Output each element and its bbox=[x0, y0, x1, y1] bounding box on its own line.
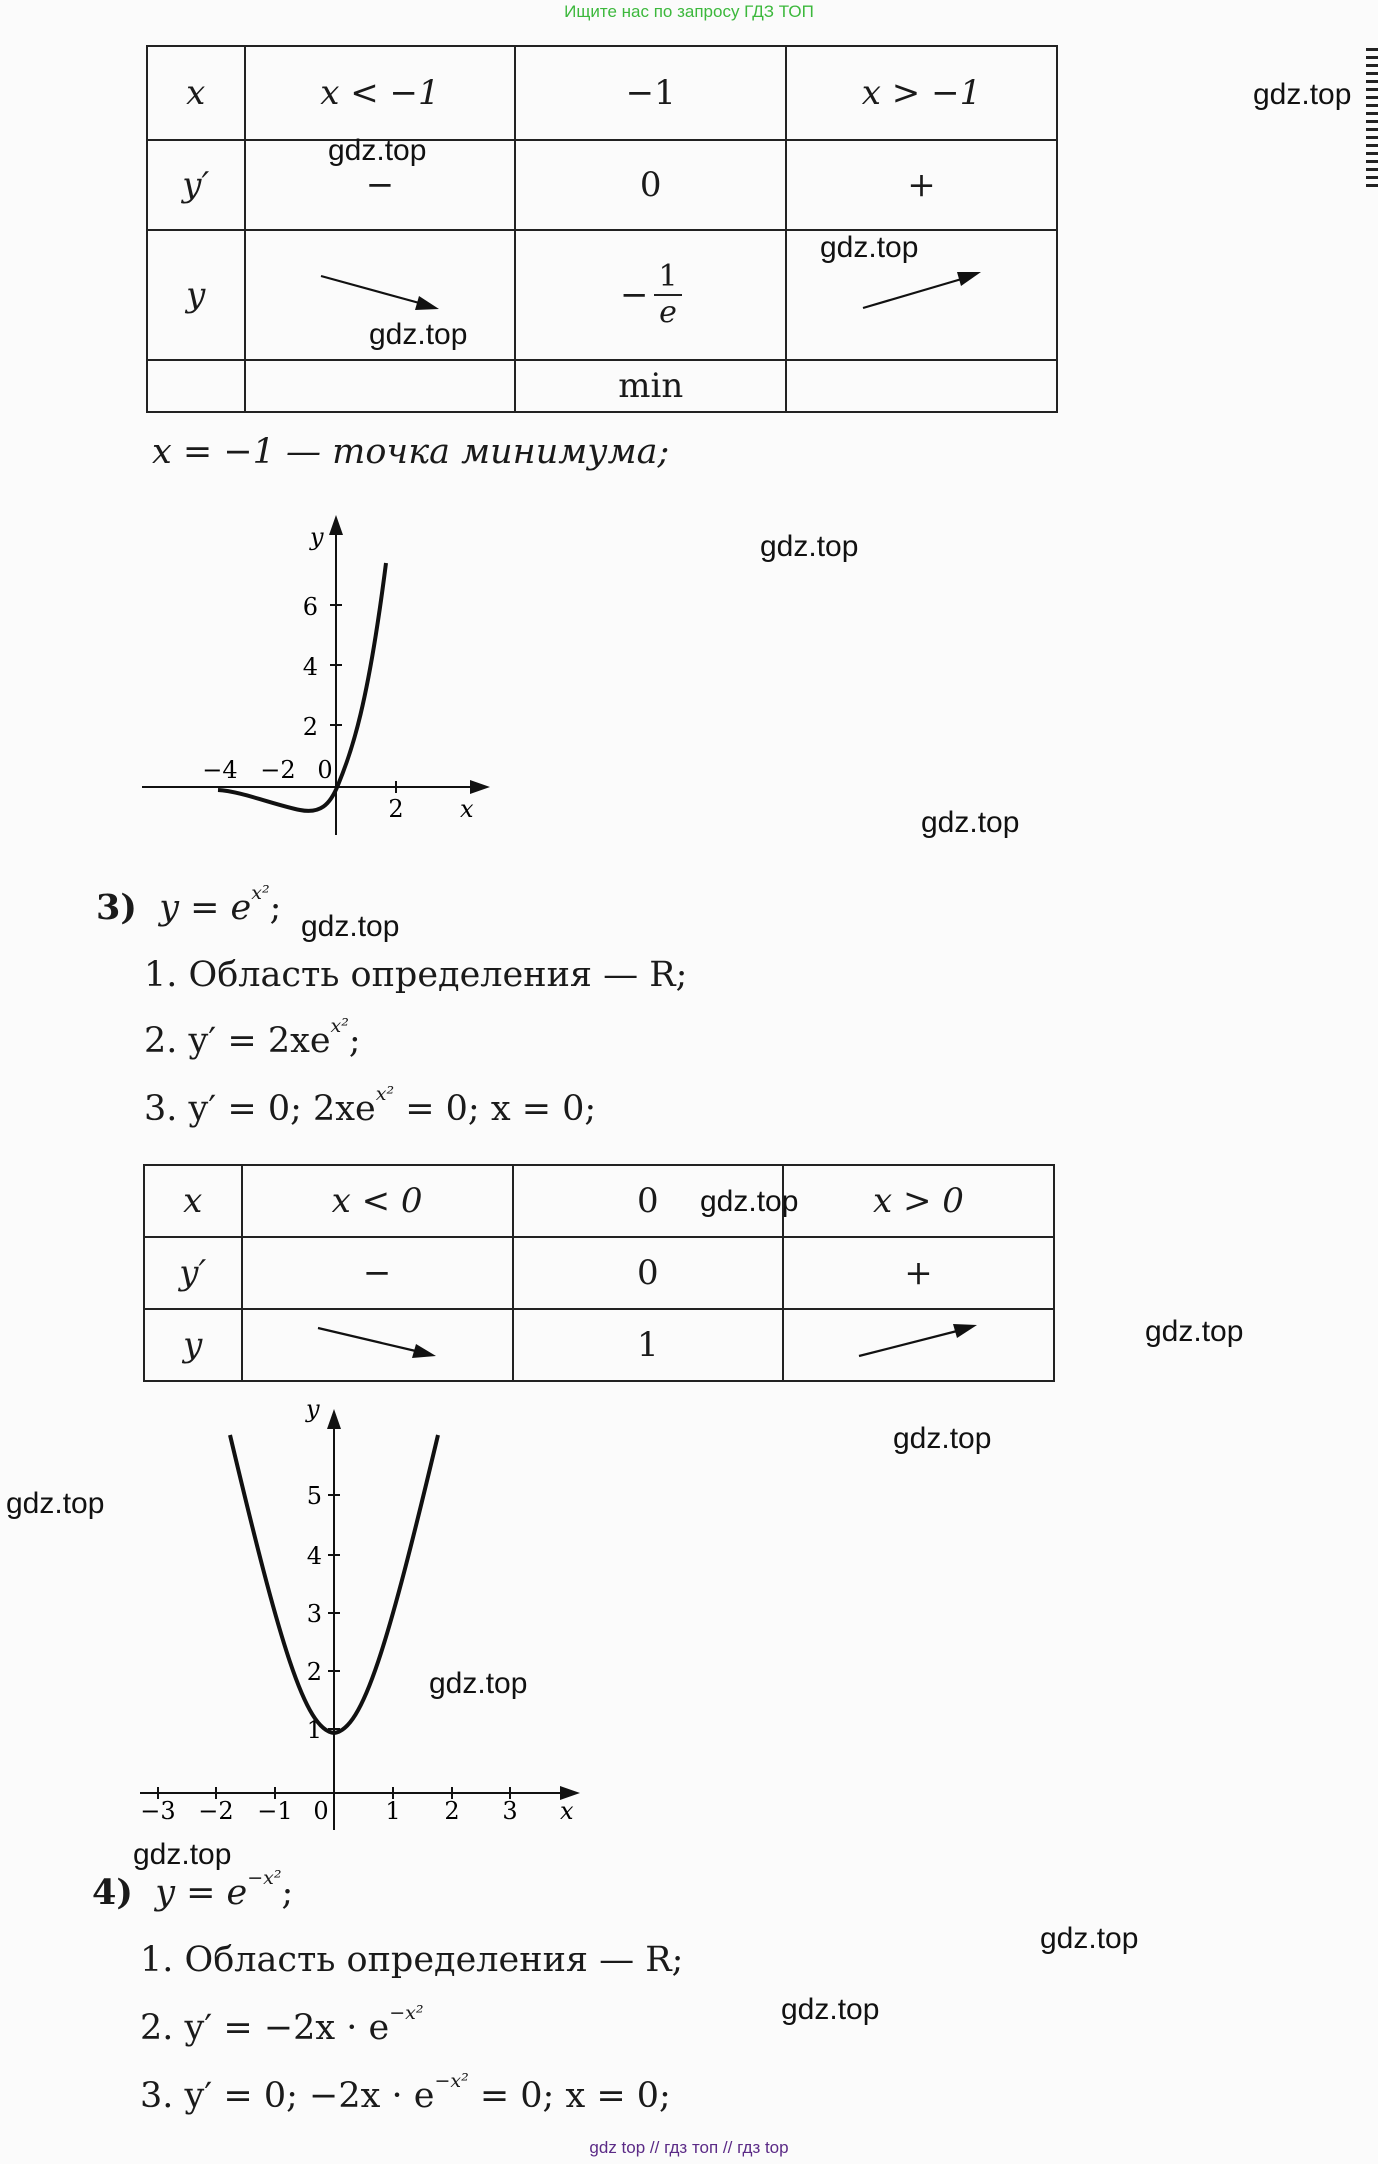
y-tick-label: 4 bbox=[306, 1542, 322, 1570]
watermark: gdz.top bbox=[1040, 1922, 1139, 1955]
exponent: −x² bbox=[434, 2070, 469, 2092]
step-text: = 0; x = 0; bbox=[468, 2076, 671, 2116]
part4-step3 bbox=[140, 2070, 671, 2116]
part3-heading bbox=[96, 882, 282, 928]
y-axis-label: y bbox=[306, 1395, 320, 1423]
table1-cell: − bbox=[245, 140, 516, 230]
watermark: gdz.top bbox=[6, 1487, 105, 1520]
x-axis-arrow-icon bbox=[470, 780, 490, 794]
y-tick-label: 5 bbox=[306, 1482, 322, 1510]
table2-cell: x > 0 bbox=[783, 1165, 1054, 1237]
table2-cell: − bbox=[242, 1237, 513, 1309]
y-axis-arrow-icon bbox=[327, 1409, 341, 1429]
x-tick-label: 0 bbox=[313, 1797, 329, 1825]
table1-cell: 0 bbox=[515, 140, 786, 230]
table2-cell: x bbox=[144, 1165, 242, 1237]
table1-cell: x < −1 bbox=[245, 46, 516, 140]
sign-table-2 bbox=[143, 1164, 1055, 1382]
x-tick-label: 1 bbox=[385, 1797, 401, 1825]
function-formula: y = e bbox=[159, 888, 252, 928]
fraction-numerator: 1 bbox=[654, 260, 681, 297]
punctuation: ; bbox=[269, 888, 282, 928]
part-number: 4) bbox=[92, 1872, 133, 1913]
x-tick-label: −1 bbox=[257, 1797, 293, 1825]
graph-x-exp-x bbox=[130, 505, 510, 845]
fraction-minus-one-over-e bbox=[654, 260, 681, 331]
watermark: gdz.top bbox=[921, 806, 1020, 839]
step-text: 2. y′ = −2x · e bbox=[140, 2008, 390, 2048]
table2-cell: y′ bbox=[144, 1237, 242, 1309]
exponent: x² bbox=[330, 1015, 349, 1037]
part3-step2 bbox=[144, 1015, 361, 1061]
table2-cell: 0 bbox=[513, 1165, 783, 1237]
table2-row-function bbox=[144, 1309, 1054, 1381]
y-tick-label: 6 bbox=[302, 593, 318, 621]
table2-cell: x < 0 bbox=[242, 1165, 513, 1237]
table1-row-extremum bbox=[147, 360, 1057, 412]
step-text: 2. y′ = 2xe bbox=[144, 1021, 331, 1061]
y-tick-label: 3 bbox=[306, 1600, 322, 1628]
watermark: gdz.top bbox=[1145, 1315, 1244, 1348]
y-tick-label: 2 bbox=[306, 1658, 322, 1686]
origin-label: 0 bbox=[317, 756, 333, 784]
table2-row-derivative bbox=[144, 1237, 1054, 1309]
x-axis-label: x bbox=[560, 1797, 574, 1825]
top-banner: Ищите нас по запросу ГДЗ ТОП bbox=[564, 2, 814, 21]
step-text: 3. y′ = 0; 2xe bbox=[144, 1089, 376, 1129]
table1-cell bbox=[786, 360, 1057, 412]
punctuation: ; bbox=[348, 1021, 361, 1061]
y-tick-label: 2 bbox=[302, 713, 318, 741]
table1-cell bbox=[245, 360, 516, 412]
part3-step3 bbox=[144, 1083, 597, 1129]
watermark: gdz.top bbox=[820, 231, 919, 264]
table1-row-x bbox=[147, 46, 1057, 140]
fraction-denominator: e bbox=[659, 295, 677, 330]
x-tick-label: −2 bbox=[260, 756, 296, 784]
table1-cell: y bbox=[147, 230, 245, 360]
x-tick-label: −4 bbox=[202, 756, 238, 784]
function-formula: y = e bbox=[155, 1873, 248, 1913]
table1-cell bbox=[147, 360, 245, 412]
table2-cell: 0 bbox=[513, 1237, 783, 1309]
part4-heading bbox=[92, 1867, 294, 1913]
increasing-arrow-icon bbox=[857, 266, 987, 316]
part3-step1: 1. Область определения — R; bbox=[144, 955, 688, 995]
table2-row-x bbox=[144, 1165, 1054, 1237]
step-text: 3. y′ = 0; −2x · e bbox=[140, 2076, 435, 2116]
part4-step1: 1. Область определения — R; bbox=[140, 1940, 684, 1980]
exponent: x² bbox=[375, 1083, 395, 1105]
x-tick-label: −3 bbox=[140, 1797, 176, 1825]
y-tick-label: 1 bbox=[306, 1716, 322, 1744]
decreasing-arrow-icon bbox=[312, 1318, 442, 1364]
table1-cell: x > −1 bbox=[786, 46, 1057, 140]
watermark: gdz.top bbox=[1253, 78, 1352, 111]
table1-cell: x bbox=[147, 46, 245, 140]
sign-table-1 bbox=[146, 45, 1058, 413]
watermark: gdz.top bbox=[893, 1422, 992, 1455]
watermark: gdz.top bbox=[328, 134, 427, 167]
punctuation: ; bbox=[281, 1873, 294, 1913]
watermark: gdz.top bbox=[781, 1993, 880, 2026]
x-tick-label: 2 bbox=[388, 795, 404, 823]
exponent: −x² bbox=[247, 1867, 282, 1889]
watermark: gdz.top bbox=[700, 1185, 799, 1218]
watermark: gdz.top bbox=[301, 910, 400, 943]
table1-cell: y′ bbox=[147, 140, 245, 230]
table1-cell: −1 bbox=[515, 46, 786, 140]
exponent: −x² bbox=[389, 2002, 424, 2024]
x-tick-label: −2 bbox=[198, 1797, 234, 1825]
part4-step2 bbox=[140, 2002, 424, 2048]
exponent: x² bbox=[251, 882, 270, 904]
y-tick-label: 4 bbox=[302, 653, 318, 681]
y-axis-label: y bbox=[310, 523, 324, 551]
x-axis-label: x bbox=[460, 795, 474, 823]
increasing-arrow-icon bbox=[853, 1318, 983, 1364]
step-text: = 0; x = 0; bbox=[394, 1089, 597, 1129]
x-tick-label: 3 bbox=[502, 1797, 518, 1825]
page-edge-marks bbox=[1366, 48, 1378, 188]
decreasing-arrow-icon bbox=[315, 266, 445, 316]
fraction-sign: − bbox=[619, 275, 649, 315]
table2-cell: y bbox=[144, 1309, 242, 1381]
watermark: gdz.top bbox=[369, 318, 468, 351]
table2-cell: 1 bbox=[513, 1309, 783, 1381]
bottom-banner: gdz top // гдз топ // гдз top bbox=[589, 2138, 789, 2157]
table1-row-function bbox=[147, 230, 1057, 360]
table2-cell: + bbox=[783, 1237, 1054, 1309]
watermark: gdz.top bbox=[429, 1667, 528, 1700]
table1-row-derivative bbox=[147, 140, 1057, 230]
watermark: gdz.top bbox=[760, 530, 859, 563]
y-axis-arrow-icon bbox=[329, 515, 343, 535]
x-tick-label: 2 bbox=[444, 1797, 460, 1825]
table1-cell: min bbox=[515, 360, 786, 412]
table2-cell bbox=[783, 1309, 1054, 1381]
part-number: 3) bbox=[96, 887, 137, 928]
table1-cell bbox=[515, 230, 786, 360]
table1-cell: + bbox=[786, 140, 1057, 230]
table2-cell bbox=[242, 1309, 513, 1381]
minimum-conclusion: x = −1 — точка минимума; bbox=[152, 432, 670, 472]
watermark: gdz.top bbox=[133, 1838, 232, 1871]
graph-exp-x-squared bbox=[130, 1395, 590, 1840]
